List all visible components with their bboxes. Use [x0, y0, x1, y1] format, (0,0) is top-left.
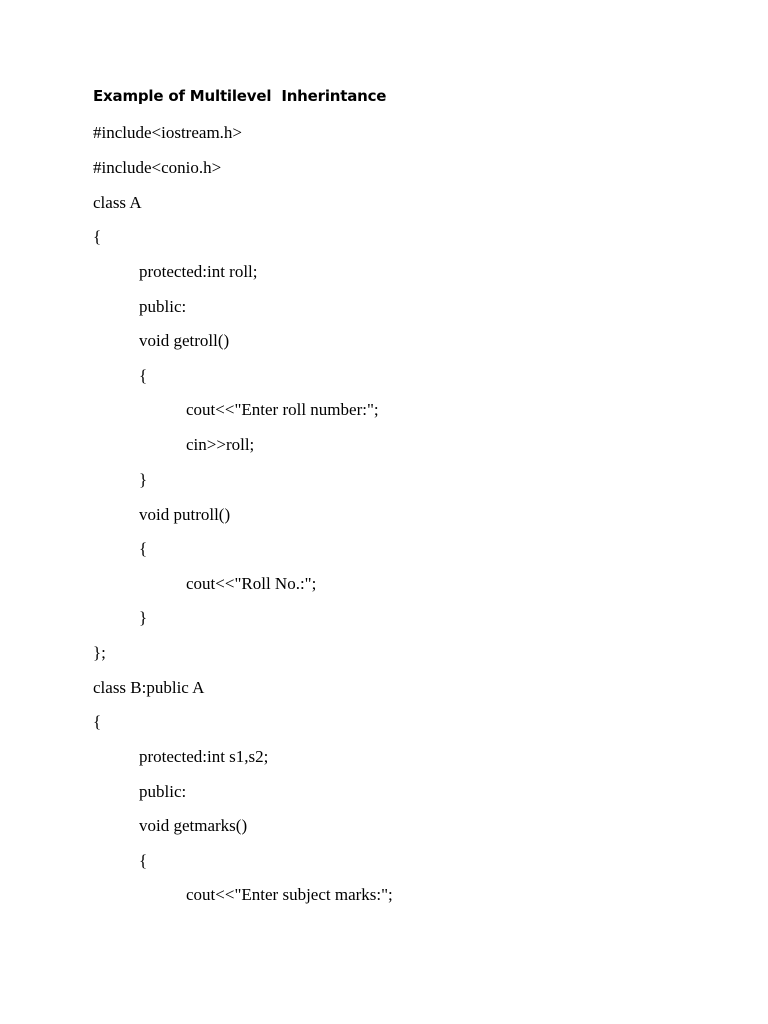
code-line: cout<<"Roll No.:";: [186, 574, 317, 593]
code-line: void getmarks(): [139, 816, 248, 835]
code-line: {: [93, 712, 102, 731]
code-line: cout<<"Enter subject marks:";: [186, 885, 393, 904]
code-line: class B:public A: [93, 678, 205, 697]
code-line: }: [139, 608, 148, 627]
document-title: Example of Multilevel Inherintance: [93, 87, 387, 105]
code-line: protected:int roll;: [139, 262, 258, 281]
code-line: {: [93, 227, 102, 246]
code-line: };: [93, 643, 106, 662]
code-line: protected:int s1,s2;: [139, 747, 269, 766]
code-line: {: [139, 851, 148, 870]
code-line: {: [139, 539, 148, 558]
code-line: public:: [139, 782, 187, 801]
code-line: }: [139, 470, 148, 489]
code-line: class A: [93, 193, 142, 212]
code-line: public:: [139, 297, 187, 316]
code-line: void getroll(): [139, 331, 230, 350]
code-line: cin>>roll;: [186, 435, 255, 454]
code-line: cout<<"Enter roll number:";: [186, 400, 379, 419]
code-line: #include<conio.h>: [93, 158, 222, 177]
code-line: void putroll(): [139, 505, 231, 524]
code-line: {: [139, 366, 148, 385]
code-line: #include<iostream.h>: [93, 123, 242, 142]
